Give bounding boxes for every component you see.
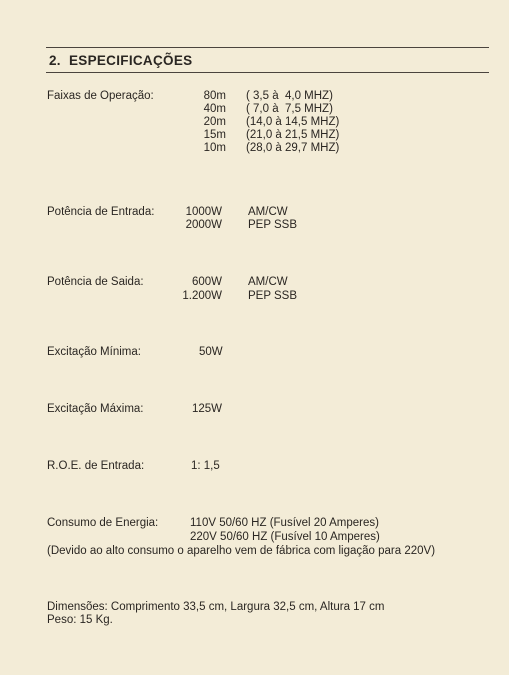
peso-line: Peso: 15 Kg. xyxy=(47,614,113,626)
section-heading xyxy=(49,53,192,68)
faixas-label: Faixas de Operação: xyxy=(47,90,154,102)
range-40m: ( 7,0 à 7,5 MHZ) xyxy=(246,103,333,115)
heading-underline xyxy=(46,72,489,73)
roe-label: R.O.E. de Entrada: xyxy=(47,460,145,472)
entrada-value-2: 2000W xyxy=(185,219,222,231)
roe-value: 1: 1,5 xyxy=(191,460,220,472)
potencia-entrada-label: Potência de Entrada: xyxy=(47,206,155,218)
potencia-saida-label: Potência de Saida: xyxy=(47,276,144,288)
band-10m: 10m xyxy=(203,142,226,154)
excitacao-minima-label: Excitação Mínima: xyxy=(47,346,141,358)
band-15m: 15m xyxy=(203,129,226,141)
entrada-mode-2: PEP SSB xyxy=(248,219,298,231)
excitacao-minima-value: 50W xyxy=(199,346,223,358)
band-20m: 20m xyxy=(203,116,226,128)
consumo-label: Consumo de Energia: xyxy=(47,517,159,529)
consumo-line-2: 220V 50/60 HZ (Fusível 10 Amperes) xyxy=(190,531,380,543)
range-15m: (21,0 à 21,5 MHZ) xyxy=(246,129,340,141)
band-40m: 40m xyxy=(203,103,226,115)
section-number: 2. xyxy=(49,53,61,68)
excitacao-maxima-value: 125W xyxy=(192,403,223,415)
range-10m: (28,0 à 29,7 MHZ) xyxy=(246,142,340,154)
dimensoes-line: Dimensões: Comprimento 33,5 cm, Largura 32,5 cm, Altura 17 cm xyxy=(47,601,385,613)
saida-value-1: 600W xyxy=(191,276,222,288)
entrada-value-1: 1000W xyxy=(185,206,222,218)
saida-mode-2: PEP SSB xyxy=(248,290,298,302)
range-20m: (14,0 à 14,5 MHZ) xyxy=(246,116,340,128)
top-rule xyxy=(46,47,489,48)
saida-mode-1: AM/CW xyxy=(248,276,288,288)
entrada-mode-1: AM/CW xyxy=(248,206,288,218)
excitacao-maxima-label: Excitação Máxima: xyxy=(47,403,144,415)
range-80m: ( 3,5 à 4,0 MHZ) xyxy=(246,90,333,102)
saida-value-2: 1.200W xyxy=(182,290,222,302)
band-80m: 80m xyxy=(203,90,226,102)
consumo-line-1: 110V 50/60 HZ (Fusível 20 Amperes) xyxy=(190,517,379,529)
consumo-note: (Devido ao alto consumo o aparelho vem de fábrica com ligação para 220V) xyxy=(47,545,436,557)
section-title: ESPECIFICAÇÕES xyxy=(68,53,193,68)
